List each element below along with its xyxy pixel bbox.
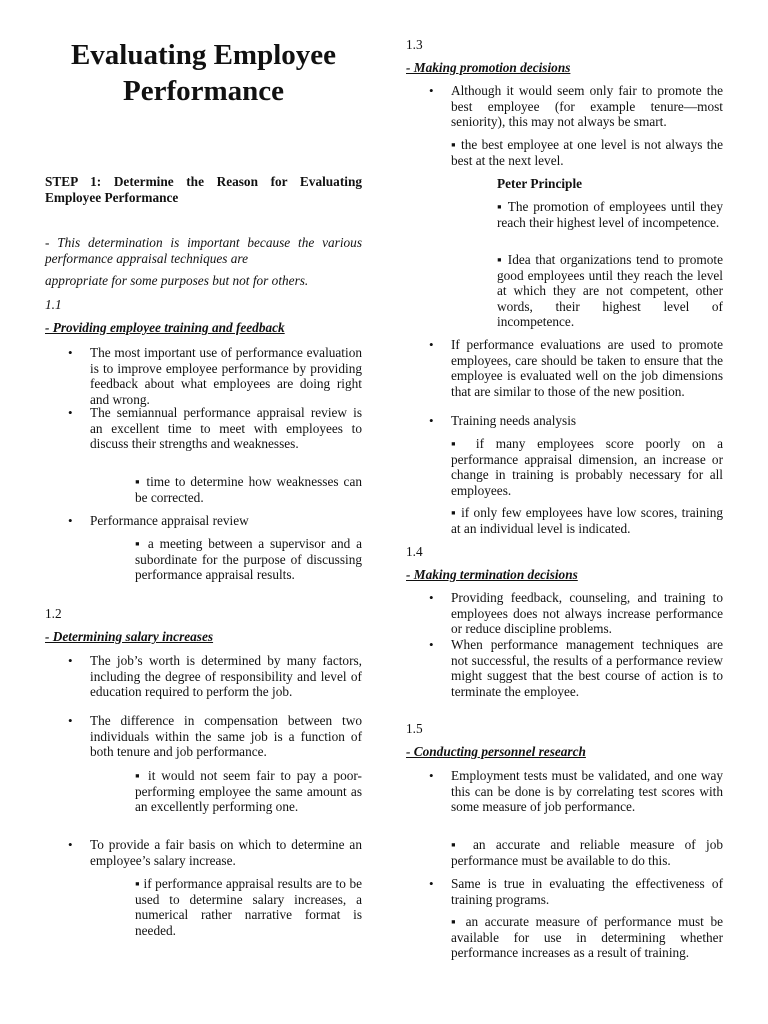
- sub-item: ▪ a meeting between a supervisor and a subordinate for the purpose of discussing performance appraisal results.: [135, 536, 362, 582]
- section-heading: - Determining salary increases: [45, 629, 214, 644]
- bullet-item: • When performance management techniques are not successful, the results of a performance review might suggest that the best course of action is to terminate the employee.: [451, 637, 723, 699]
- intro-text: - This determination is important because the various performance appraisal techniques are: [45, 235, 362, 266]
- sub-item: ▪ if only few employees have low scores, training at an individual level is indicated.: [451, 505, 723, 536]
- bullet-item: • The most important use of performance evaluation is to improve employee performance by providing feedback about what employees are doing right and wrong.: [90, 345, 362, 407]
- section-heading: - Making promotion decisions: [406, 60, 571, 75]
- section-heading: - Making termination decisions: [406, 567, 578, 582]
- bullet-item: • Although it would seem only fair to promote the best employee (for example tenure—most seniority), this may not always be smart.: [451, 83, 723, 130]
- section-heading: - Conducting personnel research: [406, 744, 586, 759]
- bullet-item: • Same is true in evaluating the effectiveness of training programs.: [451, 876, 723, 907]
- sub-item: ▪ if performance appraisal results are to be used to determine salary increases, a numerical rather narrative format is needed.: [135, 876, 362, 938]
- sub-item: ▪ The promotion of employees until they reach their highest level of incompetence.: [497, 199, 723, 230]
- sub-item: ▪ it would not seem fair to pay a poor-performing employee the same amount as an excellently performing one.: [135, 768, 362, 814]
- section-number: 1.1: [45, 297, 62, 312]
- intro-text-cont: appropriate for some purposes but not for others.: [45, 273, 309, 288]
- sub-item: ▪ an accurate and reliable measure of job performance must be available to do this.: [451, 837, 723, 868]
- sub-item: ▪ if many employees score poorly on a performance appraisal dimension, an increase or change in training is probably necessary for all employees.: [451, 436, 723, 498]
- bullet-item: • The difference in compensation between two individuals within the same job is a function of both tenure and job performance.: [90, 713, 362, 760]
- section-number: 1.2: [45, 606, 62, 621]
- section-number: 1.3: [406, 37, 423, 52]
- bullet-item: • Performance appraisal review: [90, 513, 362, 529]
- bullet-item: • Training needs analysis: [451, 413, 723, 429]
- step-heading: STEP 1: Determine the Reason for Evaluating Employee Performance: [45, 174, 362, 205]
- section-heading: - Providing employee training and feedback: [45, 320, 285, 335]
- bullet-item: • Providing feedback, counseling, and training to employees does not always increase performance or reduce discipline problems.: [451, 590, 723, 637]
- peter-principle-heading: Peter Principle: [497, 176, 583, 191]
- bullet-item: • If performance evaluations are used to promote employees, care should be taken to ensure that the employee is evaluated well on the job dimensions that are similar to those of the new position.: [451, 337, 723, 399]
- bullet-item: • Employment tests must be validated, and one way this can be done is by correlating test scores with some measure of job performance.: [451, 768, 723, 815]
- sub-item: ▪ Idea that organizations tend to promote good employees until they reach the level at which they are not competent, other words, their highest level of incompetence.: [497, 252, 723, 329]
- sub-item: ▪ the best employee at one level is not always the best at the next level.: [451, 137, 723, 168]
- bullet-item: • To provide a fair basis on which to determine an employee’s salary increase.: [90, 837, 362, 868]
- bullet-item: • The semiannual performance appraisal review is an excellent time to meet with employees to discuss their strengths and weaknesses.: [90, 405, 362, 452]
- sub-item: ▪ an accurate measure of performance must be available for use in determining whether performance increases as a result of training.: [451, 914, 723, 960]
- bullet-item: • The job’s worth is determined by many factors, including the degree of responsibility and level of education required to perform the job.: [90, 653, 362, 700]
- page-title: Evaluating Employee Performance: [70, 39, 337, 107]
- sub-item: ▪ time to determine how weaknesses can be corrected.: [135, 474, 362, 505]
- section-number: 1.5: [406, 721, 423, 736]
- section-number: 1.4: [406, 544, 423, 559]
